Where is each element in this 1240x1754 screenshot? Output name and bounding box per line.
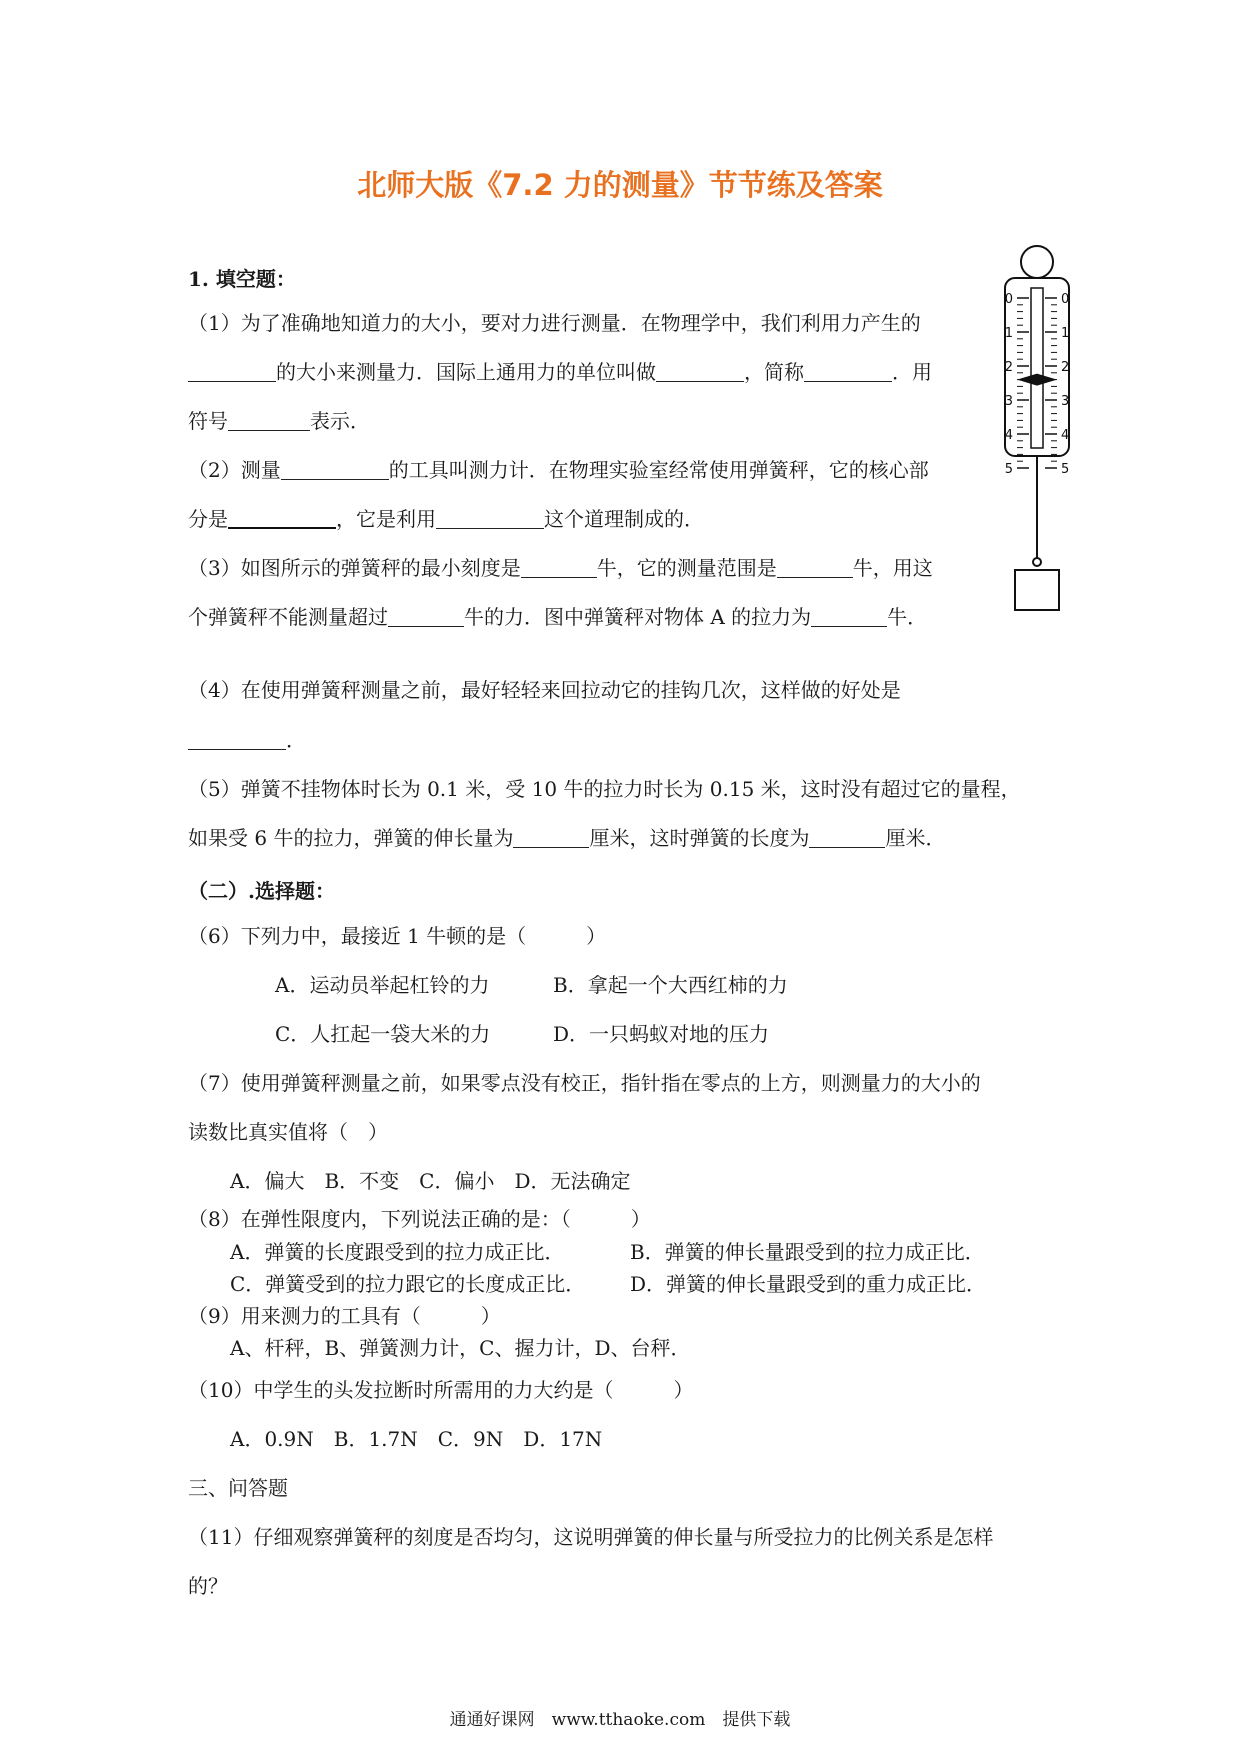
q8-option-a: A．弹簧的长度跟受到的拉力成正比． — [230, 1240, 565, 1264]
q11-line2: 的？ — [188, 1574, 228, 1598]
spring-scale-figure — [1003, 240, 1071, 632]
q8-option-b: B．弹簧的伸长量跟受到的拉力成正比． — [630, 1240, 985, 1264]
q2-line1: （2）测量 的工具叫测力计．在物理实验室经常使用弹簧秤，它的核心部 — [188, 458, 929, 482]
q4-line1: （4）在使用弹簧秤测量之前，最好轻轻来回拉动它的挂钩几次，这样做的好处是 — [188, 678, 901, 702]
answer-blank[interactable] — [656, 361, 744, 382]
q8-option-c: C．弹簧受到的拉力跟它的长度成正比． — [230, 1272, 586, 1296]
q10-options: A．0.9N B．1.7N C．9N D．17N — [230, 1427, 603, 1451]
tick-label-right: 1 — [1061, 326, 1070, 341]
answer-blank[interactable] — [436, 508, 544, 529]
answer-blank[interactable] — [811, 606, 887, 627]
section-heading-fill-blank: 1. 填空题： — [188, 267, 296, 291]
q7-options: A．偏大 B．不变 C．偏小 D．无法确定 — [230, 1169, 631, 1193]
object-a-block — [1015, 570, 1059, 610]
q11-line1: （11）仔细观察弹簧秤的刻度是否均匀，这说明弹簧的伸长量与所受拉力的比例关系是怎样 — [188, 1525, 994, 1549]
q9-options: A、杆秤，B、弹簧测力计，C、握力计，D、台秤． — [230, 1336, 691, 1360]
tick-label-right: 4 — [1061, 428, 1070, 443]
q6-option-b: B．拿起一个大西红柿的力 — [553, 973, 788, 997]
q9-stem: （9）用来测力的工具有（ ） — [188, 1304, 501, 1328]
q7-line2: 读数比真实值将（ ） — [188, 1120, 388, 1144]
page-title: 北师大版《7.2 力的测量》节节练及答案 — [357, 168, 883, 202]
tick-label-left: 0 — [1004, 292, 1013, 307]
section-heading-multiple-choice: （二）.选择题： — [188, 879, 335, 903]
answer-blank[interactable] — [809, 827, 885, 848]
tick-label-right: 5 — [1061, 462, 1070, 477]
answer-blank[interactable] — [188, 729, 286, 750]
answer-blank[interactable] — [188, 361, 276, 382]
q5-line1: （5）弹簧不挂物体时长为 0.1 米，受 10 牛的拉力时长为 0.15 米，这时没有超过它的量程， — [188, 777, 1021, 801]
q2-line2: 分是 ，它是利用 这个道理制成的． — [188, 507, 704, 531]
q7-line1: （7）使用弹簧秤测量之前，如果零点没有校正，指针指在零点的上方，则测量力的大小的 — [188, 1071, 981, 1095]
q6-stem: （6）下列力中，最接近 1 牛顿的是（ ） — [188, 924, 607, 948]
answer-blank[interactable] — [281, 459, 389, 480]
q8-option-d: D．弹簧的伸长量跟受到的重力成正比． — [630, 1272, 987, 1296]
tick-label-left: 5 — [1004, 462, 1013, 477]
q1-line3: 符号 表示． — [188, 409, 370, 433]
q8-stem: （8）在弹性限度内，下列说法正确的是：（ ） — [188, 1207, 651, 1231]
answer-blank[interactable] — [228, 507, 336, 529]
q6-option-a: A．运动员举起杠铃的力 — [275, 973, 490, 997]
tick-label-left: 2 — [1004, 360, 1013, 375]
q6-option-d: D．一只蚂蚁对地的压力 — [553, 1022, 770, 1046]
spring-tube — [1031, 288, 1043, 448]
answer-blank[interactable] — [777, 557, 853, 578]
tick-label-left: 4 — [1004, 428, 1013, 443]
hook — [1033, 558, 1041, 566]
footer-credit: 通通好课网 www.tthaoke.com 提供下载 — [449, 1710, 791, 1730]
tick-label-right: 0 — [1061, 292, 1070, 307]
q1-line1: （1）为了准确地知道力的大小，要对力进行测量．在物理学中，我们利用力产生的 — [188, 311, 921, 335]
tick-label-right: 3 — [1061, 394, 1070, 409]
q10-stem: （10）中学生的头发拉断时所需用的力大约是（ ） — [188, 1378, 694, 1402]
hanging-ring — [1021, 246, 1053, 278]
q3-line1: （3）如图所示的弹簧秤的最小刻度是 牛，它的测量范围是 牛，用这 — [188, 556, 933, 580]
answer-blank[interactable] — [804, 361, 892, 382]
q5-line2: 如果受 6 牛的拉力，弹簧的伸长量为 厘米，这时弹簧的长度为 厘米． — [188, 826, 946, 850]
tick-label-left: 3 — [1004, 394, 1013, 409]
answer-blank[interactable] — [521, 557, 597, 578]
answer-blank[interactable] — [513, 827, 589, 848]
tick-label-left: 1 — [1004, 326, 1013, 341]
answer-blank[interactable] — [388, 606, 464, 627]
q1-line2: 的大小来测量力．国际上通用力的单位叫做 ，简称 ．用 — [188, 360, 932, 384]
tick-label-right: 2 — [1061, 360, 1070, 375]
q6-option-c: C．人扛起一袋大米的力 — [275, 1022, 491, 1046]
q4-line2: ． — [188, 728, 306, 752]
q3-line2: 个弹簧秤不能测量超过 牛的力．图中弹簧秤对物体 A 的拉力为 牛． — [188, 605, 928, 629]
section-heading-short-answer: 三、问答题 — [188, 1476, 288, 1500]
answer-blank[interactable] — [228, 410, 310, 431]
